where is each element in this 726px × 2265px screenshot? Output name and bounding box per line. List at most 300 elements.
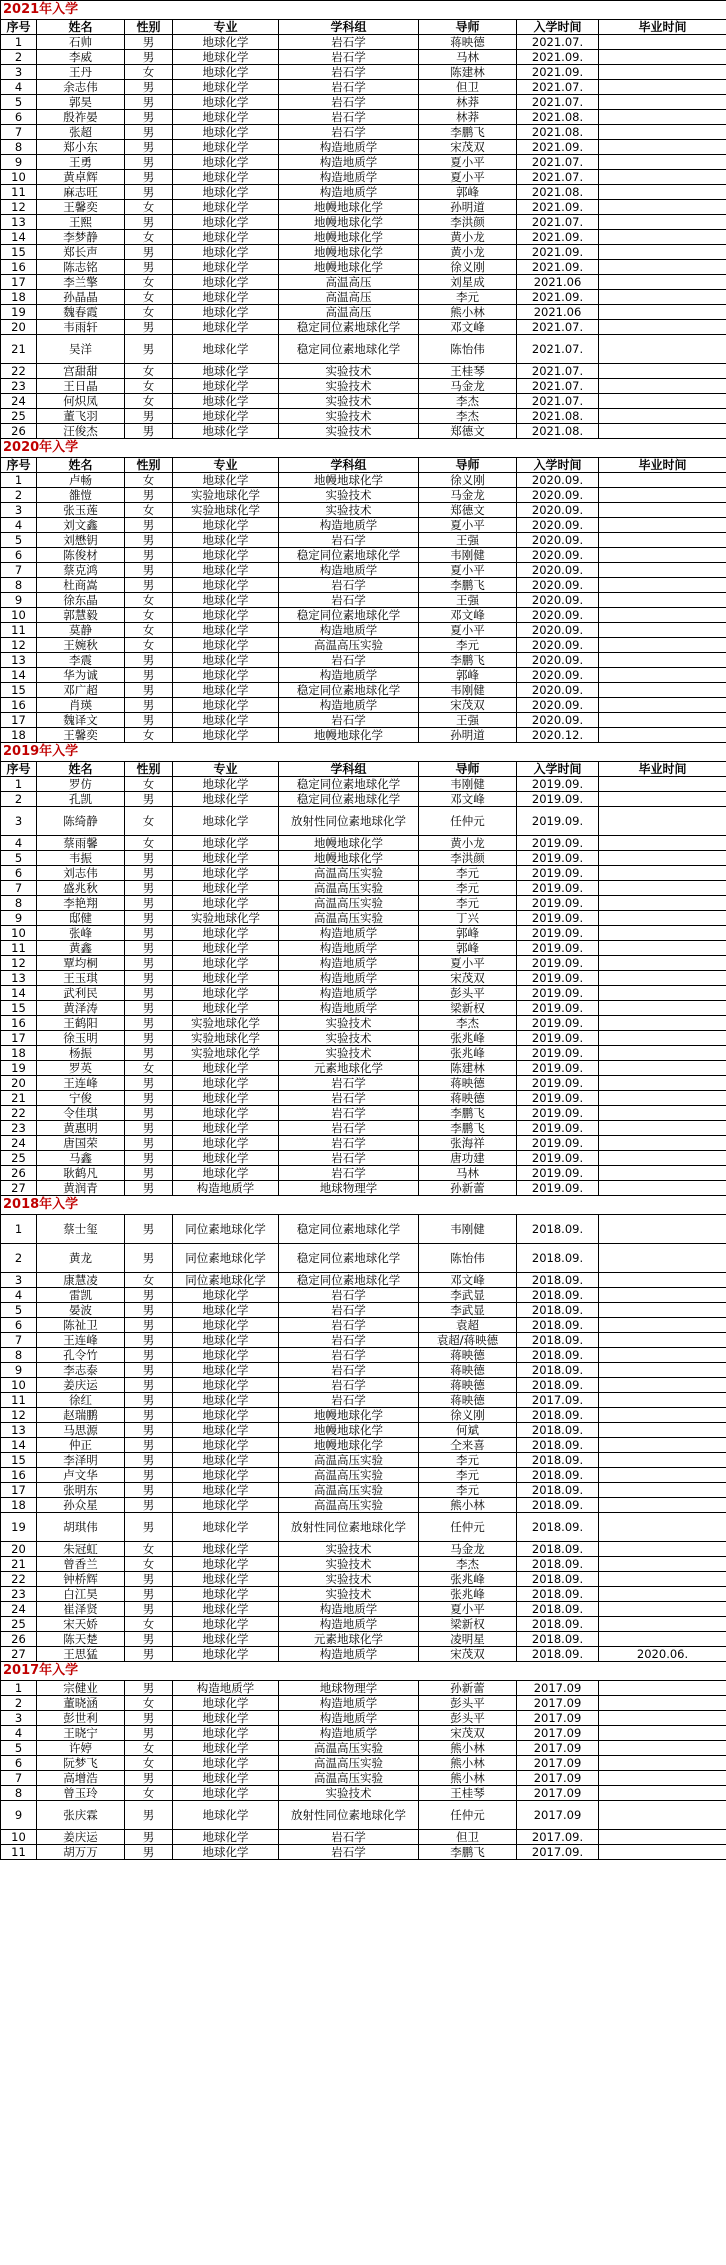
cell-advisor: 王强 [419, 713, 517, 728]
cell-major: 地球化学 [173, 1845, 279, 1860]
cell-entry-date: 2019.09. [517, 1031, 599, 1046]
section-title: 2021年入学 [1, 1, 726, 20]
cell-entry-date: 2017.09. [517, 1845, 599, 1860]
cell-graduation-date [599, 50, 726, 65]
cell-major: 地球化学 [173, 1378, 279, 1393]
cell-graduation-date [599, 503, 726, 518]
cell-gender: 男 [125, 1587, 173, 1602]
cell-advisor: 熊小林 [419, 1498, 517, 1513]
cell-group: 稳定同位素地球化学 [279, 1215, 419, 1244]
table-row [1, 200, 726, 215]
cell-major: 地球化学 [173, 593, 279, 608]
table-row [1, 926, 726, 941]
cell-graduation-date [599, 1557, 726, 1572]
section-title: 2017年入学 [1, 1662, 726, 1681]
cell-name: 许婷 [37, 1741, 125, 1756]
cell-entry-date: 2019.09. [517, 986, 599, 1001]
cell-entry-date: 2020.09. [517, 638, 599, 653]
cell-advisor: 蒋映德 [419, 1378, 517, 1393]
cell-name: 陈天楚 [37, 1632, 125, 1647]
table-row [1, 65, 726, 80]
table-row [1, 1771, 726, 1786]
table-row [1, 155, 726, 170]
cell-advisor: 刘星成 [419, 275, 517, 290]
cell-major: 地球化学 [173, 807, 279, 836]
cell-group: 构造地质学 [279, 1696, 419, 1711]
cell-gender: 男 [125, 896, 173, 911]
cell-name: 刘志伟 [37, 866, 125, 881]
cell-index: 10 [1, 1830, 37, 1845]
cell-group: 岩石学 [279, 578, 419, 593]
cell-graduation-date [599, 1408, 726, 1423]
cell-advisor: 唐功建 [419, 1151, 517, 1166]
table-row [1, 1513, 726, 1542]
table-row [1, 941, 726, 956]
cell-graduation-date [599, 1288, 726, 1303]
cell-name: 王丹 [37, 65, 125, 80]
table-row [1, 971, 726, 986]
cell-group: 放射性同位素地球化学 [279, 807, 419, 836]
table-row [1, 1632, 726, 1647]
cell-gender: 女 [125, 290, 173, 305]
column-header-index: 序号 [1, 458, 37, 473]
cell-entry-date: 2019.09. [517, 896, 599, 911]
cell-index: 25 [1, 1617, 37, 1632]
cell-entry-date: 2020.09. [517, 713, 599, 728]
table-row [1, 1215, 726, 1244]
table-row [1, 1830, 726, 1845]
cell-group: 岩石学 [279, 1166, 419, 1181]
table-row [1, 533, 726, 548]
table-row [1, 1557, 726, 1572]
cell-major: 地球化学 [173, 155, 279, 170]
cell-index: 9 [1, 155, 37, 170]
cell-graduation-date [599, 409, 726, 424]
cell-name: 胡琪伟 [37, 1513, 125, 1542]
cell-graduation-date [599, 668, 726, 683]
cell-gender: 女 [125, 1696, 173, 1711]
column-header-name: 姓名 [37, 458, 125, 473]
cell-advisor: 邓文峰 [419, 608, 517, 623]
cell-group: 构造地质学 [279, 140, 419, 155]
cell-advisor: 但卫 [419, 80, 517, 95]
cell-advisor: 彭头平 [419, 1696, 517, 1711]
cell-entry-date: 2018.09. [517, 1513, 599, 1542]
cell-gender: 男 [125, 1303, 173, 1318]
cell-index: 3 [1, 1273, 37, 1288]
cell-major: 地球化学 [173, 1408, 279, 1423]
cell-major: 地球化学 [173, 1136, 279, 1151]
cell-group: 实验技术 [279, 1016, 419, 1031]
column-header-name: 姓名 [37, 762, 125, 777]
cell-name: 覃均桐 [37, 956, 125, 971]
cell-entry-date: 2018.09. [517, 1483, 599, 1498]
cell-index: 15 [1, 683, 37, 698]
cell-major: 地球化学 [173, 792, 279, 807]
cell-graduation-date [599, 728, 726, 743]
cell-name: 盛兆秋 [37, 881, 125, 896]
cell-index: 27 [1, 1181, 37, 1196]
table-row [1, 1288, 726, 1303]
cell-index: 11 [1, 185, 37, 200]
cell-index: 12 [1, 1408, 37, 1423]
cell-graduation-date [599, 1348, 726, 1363]
cell-graduation-date [599, 533, 726, 548]
cell-entry-date: 2021.08. [517, 125, 599, 140]
cell-entry-date: 2020.09. [517, 548, 599, 563]
cell-advisor: 李武显 [419, 1288, 517, 1303]
cell-group: 稳定同位素地球化学 [279, 608, 419, 623]
cell-graduation-date [599, 926, 726, 941]
cell-major: 地球化学 [173, 1001, 279, 1016]
cell-gender: 男 [125, 668, 173, 683]
cell-gender: 男 [125, 35, 173, 50]
cell-gender: 男 [125, 1091, 173, 1106]
cell-index: 6 [1, 866, 37, 881]
cell-graduation-date [599, 653, 726, 668]
cell-advisor: 韦刚健 [419, 1215, 517, 1244]
cell-entry-date: 2017.09 [517, 1756, 599, 1771]
table-row [1, 1587, 726, 1602]
cell-major: 地球化学 [173, 80, 279, 95]
cell-group: 稳定同位素地球化学 [279, 335, 419, 364]
table-row [1, 1423, 726, 1438]
cell-entry-date: 2020.09. [517, 623, 599, 638]
cell-name: 马鑫 [37, 1151, 125, 1166]
cell-entry-date: 2017.09. [517, 1393, 599, 1408]
table-row [1, 1303, 726, 1318]
cell-group: 实验技术 [279, 488, 419, 503]
cell-graduation-date [599, 683, 726, 698]
table-row [1, 1756, 726, 1771]
table-row [1, 275, 726, 290]
cell-gender: 男 [125, 1572, 173, 1587]
cell-gender: 男 [125, 1468, 173, 1483]
cell-entry-date: 2017.09 [517, 1681, 599, 1696]
table-row [1, 836, 726, 851]
cell-entry-date: 2019.09. [517, 1076, 599, 1091]
cell-index: 26 [1, 1632, 37, 1647]
cell-group: 实验技术 [279, 1031, 419, 1046]
cell-advisor: 张兆峰 [419, 1046, 517, 1061]
cell-major: 地球化学 [173, 653, 279, 668]
cell-group: 稳定同位素地球化学 [279, 1244, 419, 1273]
cell-graduation-date [599, 1587, 726, 1602]
cell-gender: 女 [125, 1756, 173, 1771]
cell-graduation-date [599, 956, 726, 971]
cell-index: 2 [1, 1244, 37, 1273]
cell-entry-date: 2021.09. [517, 260, 599, 275]
cell-entry-date: 2020.09. [517, 503, 599, 518]
cell-gender: 男 [125, 1181, 173, 1196]
table-row [1, 851, 726, 866]
cell-advisor: 郭峰 [419, 668, 517, 683]
cell-group: 岩石学 [279, 713, 419, 728]
cell-index: 20 [1, 1076, 37, 1091]
cell-name: 王晓宁 [37, 1726, 125, 1741]
column-header-group: 学科组 [279, 458, 419, 473]
cell-graduation-date [599, 424, 726, 439]
cell-name: 韦振 [37, 851, 125, 866]
cell-name: 耿鹤凡 [37, 1166, 125, 1181]
cell-advisor: 夏小平 [419, 170, 517, 185]
cell-graduation-date [599, 1166, 726, 1181]
cell-entry-date: 2021.06 [517, 275, 599, 290]
table-row [1, 1151, 726, 1166]
cell-name: 刘文鑫 [37, 518, 125, 533]
cell-group: 岩石学 [279, 1106, 419, 1121]
table-row [1, 1617, 726, 1632]
cell-major: 地球化学 [173, 1771, 279, 1786]
cell-major: 地球化学 [173, 230, 279, 245]
cell-major: 实验地球化学 [173, 503, 279, 518]
cell-group: 稳定同位素地球化学 [279, 777, 419, 792]
cell-name: 王婉秋 [37, 638, 125, 653]
cell-group: 实验技术 [279, 1046, 419, 1061]
cell-group: 构造地质学 [279, 956, 419, 971]
cell-group: 构造地质学 [279, 698, 419, 713]
cell-index: 2 [1, 1696, 37, 1711]
cell-group: 元素地球化学 [279, 1632, 419, 1647]
cell-entry-date: 2017.09 [517, 1801, 599, 1830]
cell-major: 地球化学 [173, 1151, 279, 1166]
cell-entry-date: 2020.09. [517, 698, 599, 713]
cell-index: 8 [1, 1348, 37, 1363]
cell-entry-date: 2019.09. [517, 971, 599, 986]
cell-graduation-date [599, 200, 726, 215]
cell-name: 魏译文 [37, 713, 125, 728]
table-row [1, 379, 726, 394]
cell-name: 华为诚 [37, 668, 125, 683]
cell-name: 钟桥辉 [37, 1572, 125, 1587]
cell-gender: 男 [125, 866, 173, 881]
cell-graduation-date [599, 638, 726, 653]
cell-gender: 女 [125, 1557, 173, 1572]
cell-gender: 男 [125, 1016, 173, 1031]
cell-graduation-date [599, 1091, 726, 1106]
cell-name: 郑长声 [37, 245, 125, 260]
cell-graduation-date [599, 593, 726, 608]
cell-index: 27 [1, 1647, 37, 1662]
cell-name: 张峰 [37, 926, 125, 941]
cell-gender: 男 [125, 424, 173, 439]
cell-index: 6 [1, 548, 37, 563]
cell-major: 地球化学 [173, 881, 279, 896]
cell-group: 岩石学 [279, 1076, 419, 1091]
cell-entry-date: 2021.09. [517, 230, 599, 245]
cell-major: 同位素地球化学 [173, 1244, 279, 1273]
cell-name: 徐红 [37, 1393, 125, 1408]
cell-name: 马思源 [37, 1423, 125, 1438]
table-row [1, 1726, 726, 1741]
cell-major: 地球化学 [173, 1303, 279, 1318]
table-row [1, 1845, 726, 1860]
cell-group: 实验技术 [279, 1557, 419, 1572]
cell-advisor: 夏小平 [419, 155, 517, 170]
cell-advisor: 熊小林 [419, 1756, 517, 1771]
cell-graduation-date [599, 866, 726, 881]
cell-entry-date: 2018.09. [517, 1632, 599, 1647]
cell-name: 张明东 [37, 1483, 125, 1498]
cell-group: 实验技术 [279, 364, 419, 379]
table-row [1, 683, 726, 698]
cell-entry-date: 2018.09. [517, 1438, 599, 1453]
cell-advisor: 夏小平 [419, 518, 517, 533]
cell-advisor: 郭峰 [419, 926, 517, 941]
cell-gender: 男 [125, 1136, 173, 1151]
cell-gender: 男 [125, 1711, 173, 1726]
cell-major: 地球化学 [173, 215, 279, 230]
cell-major: 地球化学 [173, 1393, 279, 1408]
cell-entry-date: 2021.09. [517, 200, 599, 215]
cell-major: 地球化学 [173, 1091, 279, 1106]
cell-name: 姜庆运 [37, 1830, 125, 1845]
cell-group: 岩石学 [279, 110, 419, 125]
cell-entry-date: 2018.09. [517, 1348, 599, 1363]
cell-gender: 女 [125, 275, 173, 290]
cell-group: 高温高压实验 [279, 1771, 419, 1786]
table-row [1, 1378, 726, 1393]
cell-advisor: 蒋映德 [419, 1091, 517, 1106]
cell-group: 实验技术 [279, 424, 419, 439]
table-row [1, 608, 726, 623]
cell-graduation-date [599, 1726, 726, 1741]
cell-graduation-date [599, 65, 726, 80]
cell-gender: 男 [125, 713, 173, 728]
cell-graduation-date [599, 1393, 726, 1408]
cell-advisor: 马林 [419, 50, 517, 65]
cell-group: 稳定同位素地球化学 [279, 683, 419, 698]
cell-advisor: 梁新权 [419, 1001, 517, 1016]
cell-group: 岩石学 [279, 125, 419, 140]
cell-name: 王连峰 [37, 1333, 125, 1348]
cell-advisor: 丁兴 [419, 911, 517, 926]
cell-advisor: 夏小平 [419, 1602, 517, 1617]
cell-group: 地幔地球化学 [279, 728, 419, 743]
cell-group: 构造地质学 [279, 1602, 419, 1617]
cell-entry-date: 2021.09. [517, 245, 599, 260]
cell-advisor: 徐义刚 [419, 1408, 517, 1423]
cell-name: 王鹤阳 [37, 1016, 125, 1031]
table-row [1, 1166, 726, 1181]
cell-entry-date: 2021.09. [517, 65, 599, 80]
table-row [1, 911, 726, 926]
cell-name: 董飞羽 [37, 409, 125, 424]
cell-advisor: 蒋映德 [419, 1348, 517, 1363]
cell-major: 地球化学 [173, 424, 279, 439]
cell-group: 放射性同位素地球化学 [279, 1513, 419, 1542]
cell-entry-date: 2018.09. [517, 1587, 599, 1602]
table-row [1, 593, 726, 608]
cell-advisor: 徐义刚 [419, 473, 517, 488]
cell-gender: 男 [125, 185, 173, 200]
cell-name: 黄卓辉 [37, 170, 125, 185]
header-row [1, 20, 726, 35]
cell-group: 构造地质学 [279, 155, 419, 170]
cell-group: 地幔地球化学 [279, 215, 419, 230]
cell-graduation-date [599, 1741, 726, 1756]
cell-index: 5 [1, 851, 37, 866]
cell-major: 实验地球化学 [173, 1031, 279, 1046]
cell-index: 19 [1, 1061, 37, 1076]
cell-graduation-date [599, 170, 726, 185]
cell-advisor: 熊小林 [419, 1771, 517, 1786]
table-row [1, 518, 726, 533]
cell-entry-date: 2019.09. [517, 807, 599, 836]
cell-gender: 男 [125, 1046, 173, 1061]
cell-major: 地球化学 [173, 1741, 279, 1756]
cell-graduation-date [599, 275, 726, 290]
cell-index: 18 [1, 290, 37, 305]
cell-advisor: 郭峰 [419, 185, 517, 200]
cell-major: 地球化学 [173, 836, 279, 851]
cell-index: 23 [1, 379, 37, 394]
cell-gender: 男 [125, 986, 173, 1001]
cell-index: 4 [1, 518, 37, 533]
cell-graduation-date [599, 1845, 726, 1860]
cell-major: 地球化学 [173, 1348, 279, 1363]
cell-graduation-date [599, 563, 726, 578]
cell-name: 胡万万 [37, 1845, 125, 1860]
table-row [1, 488, 726, 503]
cell-gender: 女 [125, 728, 173, 743]
cell-advisor: 李杰 [419, 394, 517, 409]
cell-entry-date: 2021.07. [517, 80, 599, 95]
cell-gender: 男 [125, 1483, 173, 1498]
cell-major: 地球化学 [173, 1617, 279, 1632]
cell-group: 岩石学 [279, 1303, 419, 1318]
cell-name: 张玉莲 [37, 503, 125, 518]
cell-advisor: 夏小平 [419, 956, 517, 971]
cell-graduation-date [599, 608, 726, 623]
table-row [1, 140, 726, 155]
cell-index: 16 [1, 1468, 37, 1483]
cell-entry-date: 2019.09. [517, 1181, 599, 1196]
cell-gender: 男 [125, 941, 173, 956]
cell-name: 徐玉明 [37, 1031, 125, 1046]
cell-major: 地球化学 [173, 364, 279, 379]
cell-name: 宫甜甜 [37, 364, 125, 379]
cell-major: 地球化学 [173, 335, 279, 364]
cell-graduation-date [599, 518, 726, 533]
cell-group: 高温高压实验 [279, 1483, 419, 1498]
cell-index: 6 [1, 110, 37, 125]
cell-entry-date: 2019.09. [517, 926, 599, 941]
cell-group: 构造地质学 [279, 1726, 419, 1741]
table-row [1, 1438, 726, 1453]
cell-graduation-date [599, 971, 726, 986]
cell-group: 元素地球化学 [279, 1061, 419, 1076]
cell-group: 岩石学 [279, 1378, 419, 1393]
cell-group: 实验技术 [279, 1786, 419, 1801]
cell-graduation-date [599, 1363, 726, 1378]
cell-entry-date: 2018.09. [517, 1542, 599, 1557]
cell-advisor: 蒋映德 [419, 1393, 517, 1408]
table-row [1, 1711, 726, 1726]
cell-group: 岩石学 [279, 65, 419, 80]
cell-name: 王连峰 [37, 1076, 125, 1091]
cell-name: 宗健业 [37, 1681, 125, 1696]
cell-index: 3 [1, 1711, 37, 1726]
cell-name: 雒愷 [37, 488, 125, 503]
cell-advisor: 马金龙 [419, 1542, 517, 1557]
cell-name: 黄惠明 [37, 1121, 125, 1136]
cell-graduation-date [599, 1572, 726, 1587]
cell-name: 张超 [37, 125, 125, 140]
cell-name: 黄鑫 [37, 941, 125, 956]
cell-index: 8 [1, 1786, 37, 1801]
cell-name: 韦雨轩 [37, 320, 125, 335]
